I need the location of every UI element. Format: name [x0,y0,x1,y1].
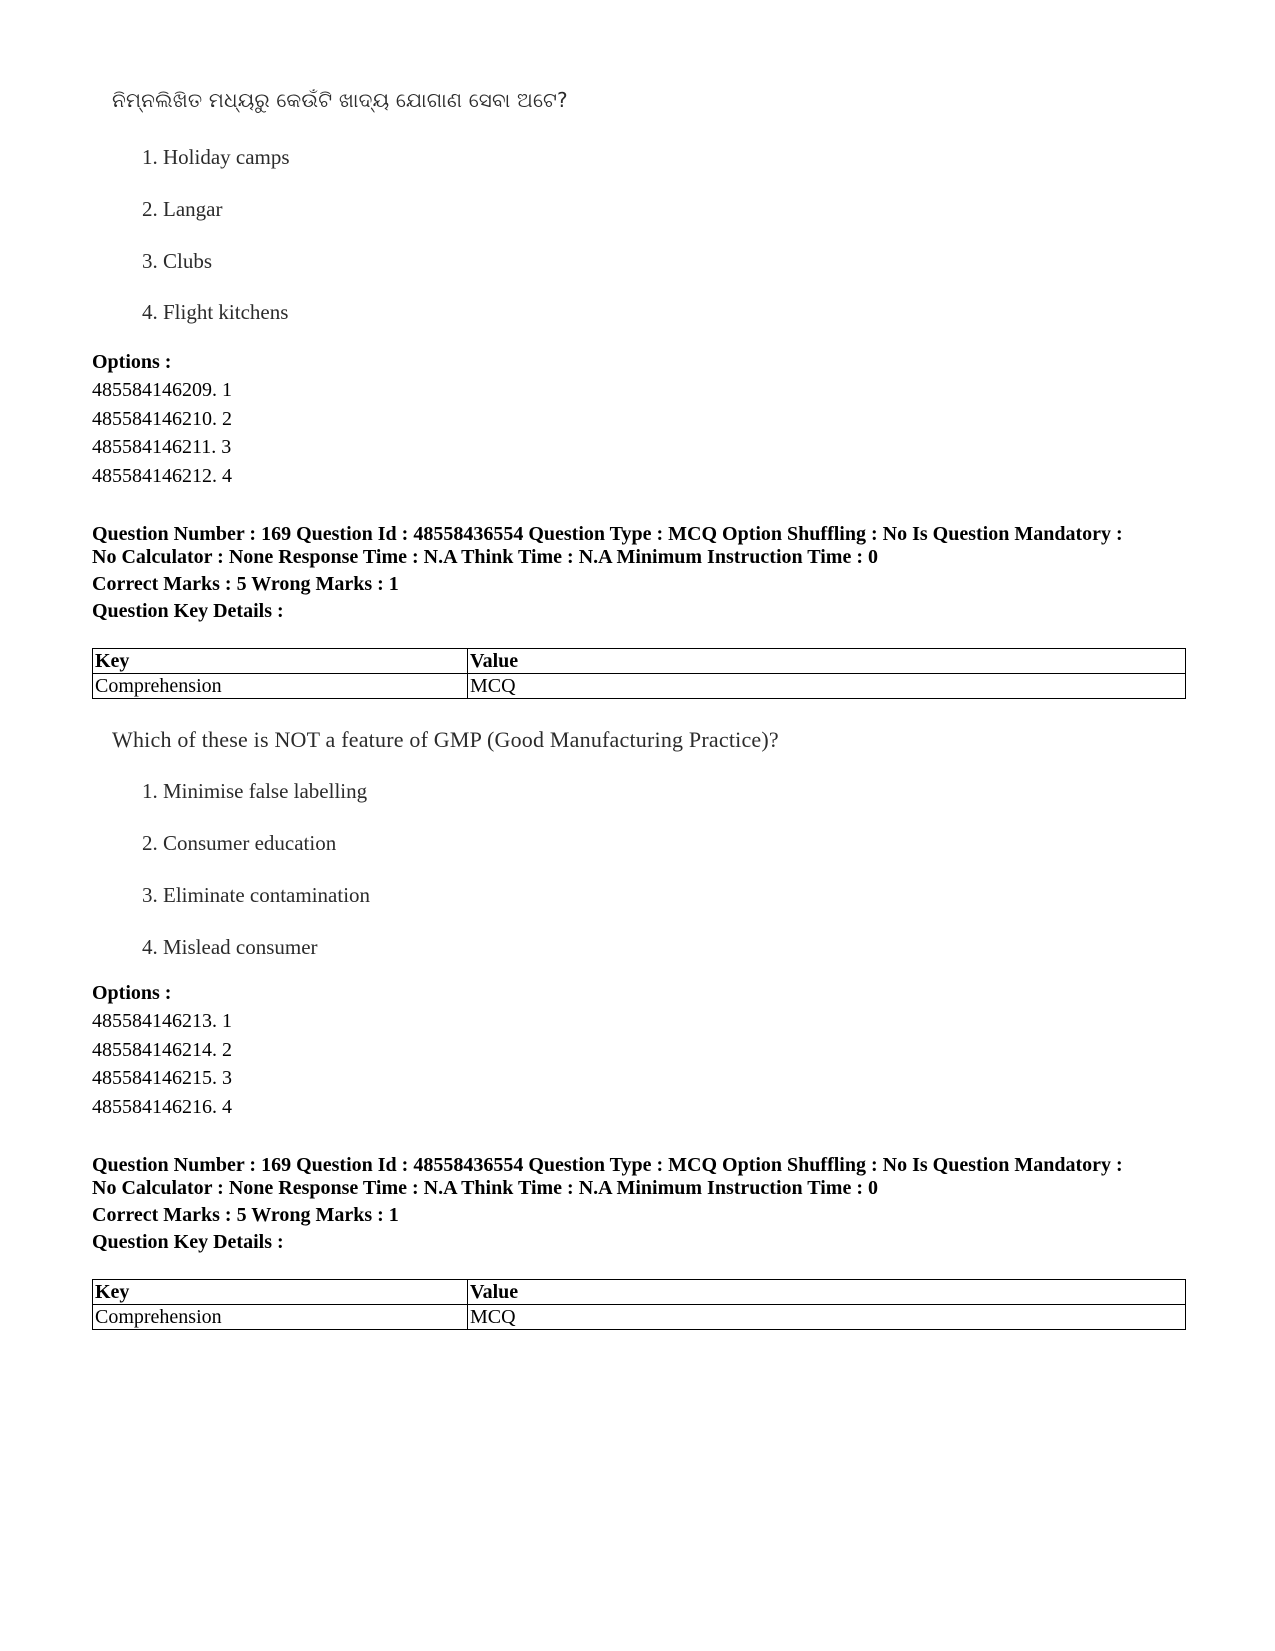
meta-line: No Calculator : None Response Time : N.A Think Time : N.A Minimum Instruction Time : 0 [92,546,878,568]
choice-item: 1. Minimise false labelling [142,779,368,803]
table-row [93,1305,1186,1330]
option-id: 485584146210. 2 [92,407,232,430]
choice-item: 2. Langar [142,197,223,221]
table-header-cell: Key [93,649,468,674]
choice-item: 3. Clubs [142,249,213,273]
key-details-table-2 [92,1279,1186,1330]
option-id: 485584146209. 1 [92,379,232,401]
key-details-label: Question Key Details : [92,600,284,622]
question-meta-1 [92,523,1182,623]
question-stem: Which of these is NOT a feature of GMP (Good Manufacturing Practice)? [112,727,779,752]
options-section-2 [92,979,1182,1121]
marks-line: Correct Marks : 5 Wrong Marks : 1 [92,1204,399,1226]
key-details-label: Question Key Details : [92,1231,284,1253]
option-id: 485584146214. 2 [92,1038,232,1061]
meta-line: Question Number : 169 Question Id : 48558436554 Question Type : MCQ Option Shuffling : No Is Question Mandatory : [92,523,1123,545]
option-id: 485584146211. 3 [92,436,232,458]
table-cell: Comprehension [93,674,468,699]
question-meta-2 [92,1154,1182,1254]
choice-item: 1. Holiday camps [142,145,290,169]
table-header-cell: Value [468,649,1186,674]
option-id: 485584146213. 1 [92,1010,232,1032]
question-stem: ନିମ୍ନଲିଖିତ ମଧ୍ୟରୁ କେଉଁଟି ଖାଦ୍ୟ ଯୋଗାଣ ସେବା ଅଟେ? [112,88,568,112]
table-cell: MCQ [468,1305,1186,1330]
choice-item: 4. Flight kitchens [142,300,289,324]
options-label: Options : [92,982,172,1004]
table-header-cell: Key [93,1280,468,1305]
option-id: 485584146212. 4 [92,464,232,487]
meta-line: No Calculator : None Response Time : N.A Think Time : N.A Minimum Instruction Time : 0 [92,1177,878,1199]
option-id: 485584146216. 4 [92,1095,232,1118]
marks-line: Correct Marks : 5 Wrong Marks : 1 [92,573,399,595]
table-cell: Comprehension [93,1305,468,1330]
option-id: 485584146215. 3 [92,1067,232,1089]
question-image-1 [112,86,812,346]
options-section-1 [92,348,1182,490]
table-header-row [93,1280,1186,1305]
table-header-cell: Value [468,1280,1186,1305]
question-image-2 [112,726,1012,976]
choice-item: 3. Eliminate contamination [142,883,371,907]
meta-line: Question Number : 169 Question Id : 48558436554 Question Type : MCQ Option Shuffling : No Is Question Mandatory : [92,1154,1123,1176]
options-label: Options : [92,351,172,373]
key-details-table-1 [92,648,1186,699]
table-header-row [93,649,1186,674]
choice-item: 2. Consumer education [142,831,337,855]
table-row [93,674,1186,699]
table-cell: MCQ [468,674,1186,699]
choice-item: 4. Mislead consumer [142,935,318,959]
